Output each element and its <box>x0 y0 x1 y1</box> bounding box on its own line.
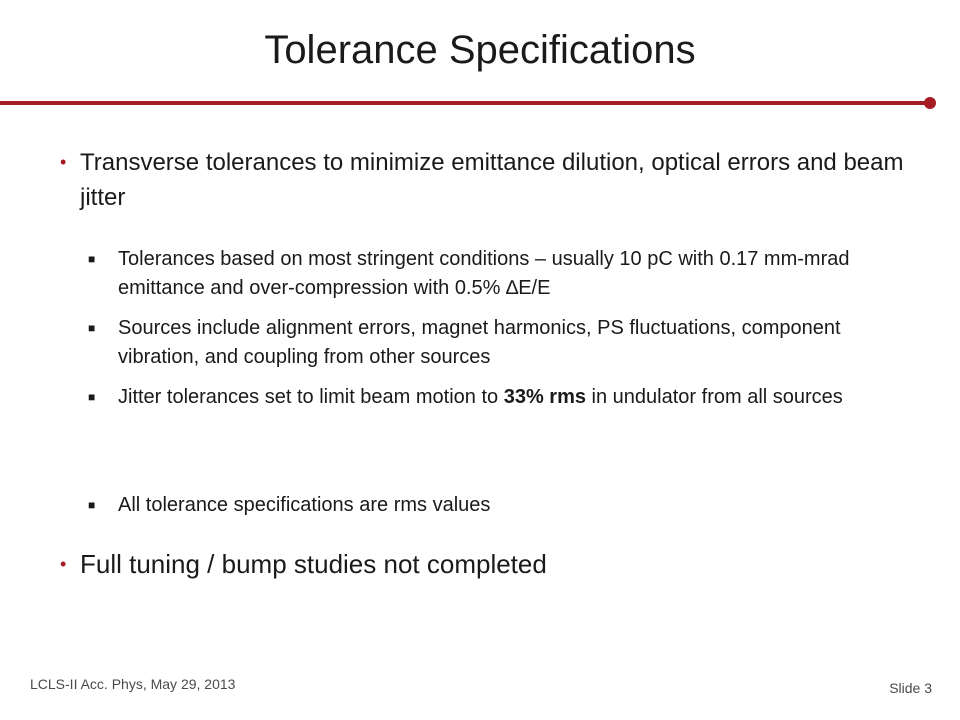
bullet-icon: • <box>60 554 67 574</box>
bullet-icon: • <box>60 152 67 172</box>
square-bullet-icon: ■ <box>88 498 96 512</box>
sub-bullet-text: All tolerance specifications are rms values <box>118 494 491 516</box>
slide-title: Tolerance Specifications <box>264 28 696 72</box>
footer-event: LCLS-II Acc. Phys, May 29, 2013 <box>30 676 236 692</box>
square-bullet-icon: ■ <box>88 321 96 335</box>
title-divider <box>0 101 928 105</box>
sub-bullet-text <box>118 383 918 412</box>
sub-bullet-text: Tolerances based on most stringent conditions – usually 10 pC with 0.17 mm-mrad emittance and over-compression with 0.5% ∆E/E <box>118 248 850 299</box>
square-bullet-icon: ■ <box>88 390 96 404</box>
sub-bullet-text-part: Jitter tolerances set to limit beam motion to <box>118 386 504 408</box>
sub-bullet-text: Sources include alignment errors, magnet harmonics, PS fluctuations, component vibration, and coupling from other sources <box>118 317 841 368</box>
bullet-text: Full tuning / bump studies not completed <box>80 549 547 579</box>
square-bullet-icon: ■ <box>88 252 96 266</box>
divider-end-dot <box>924 97 936 109</box>
sub-bullet-text-part: in undulator from all sources <box>586 386 843 408</box>
sub-bullet-emphasis: 33% rms <box>503 386 586 408</box>
slide-number: Slide 3 <box>889 680 932 696</box>
bullet-text: Transverse tolerances to minimize emittance dilution, optical errors and beam jitter <box>80 149 904 211</box>
